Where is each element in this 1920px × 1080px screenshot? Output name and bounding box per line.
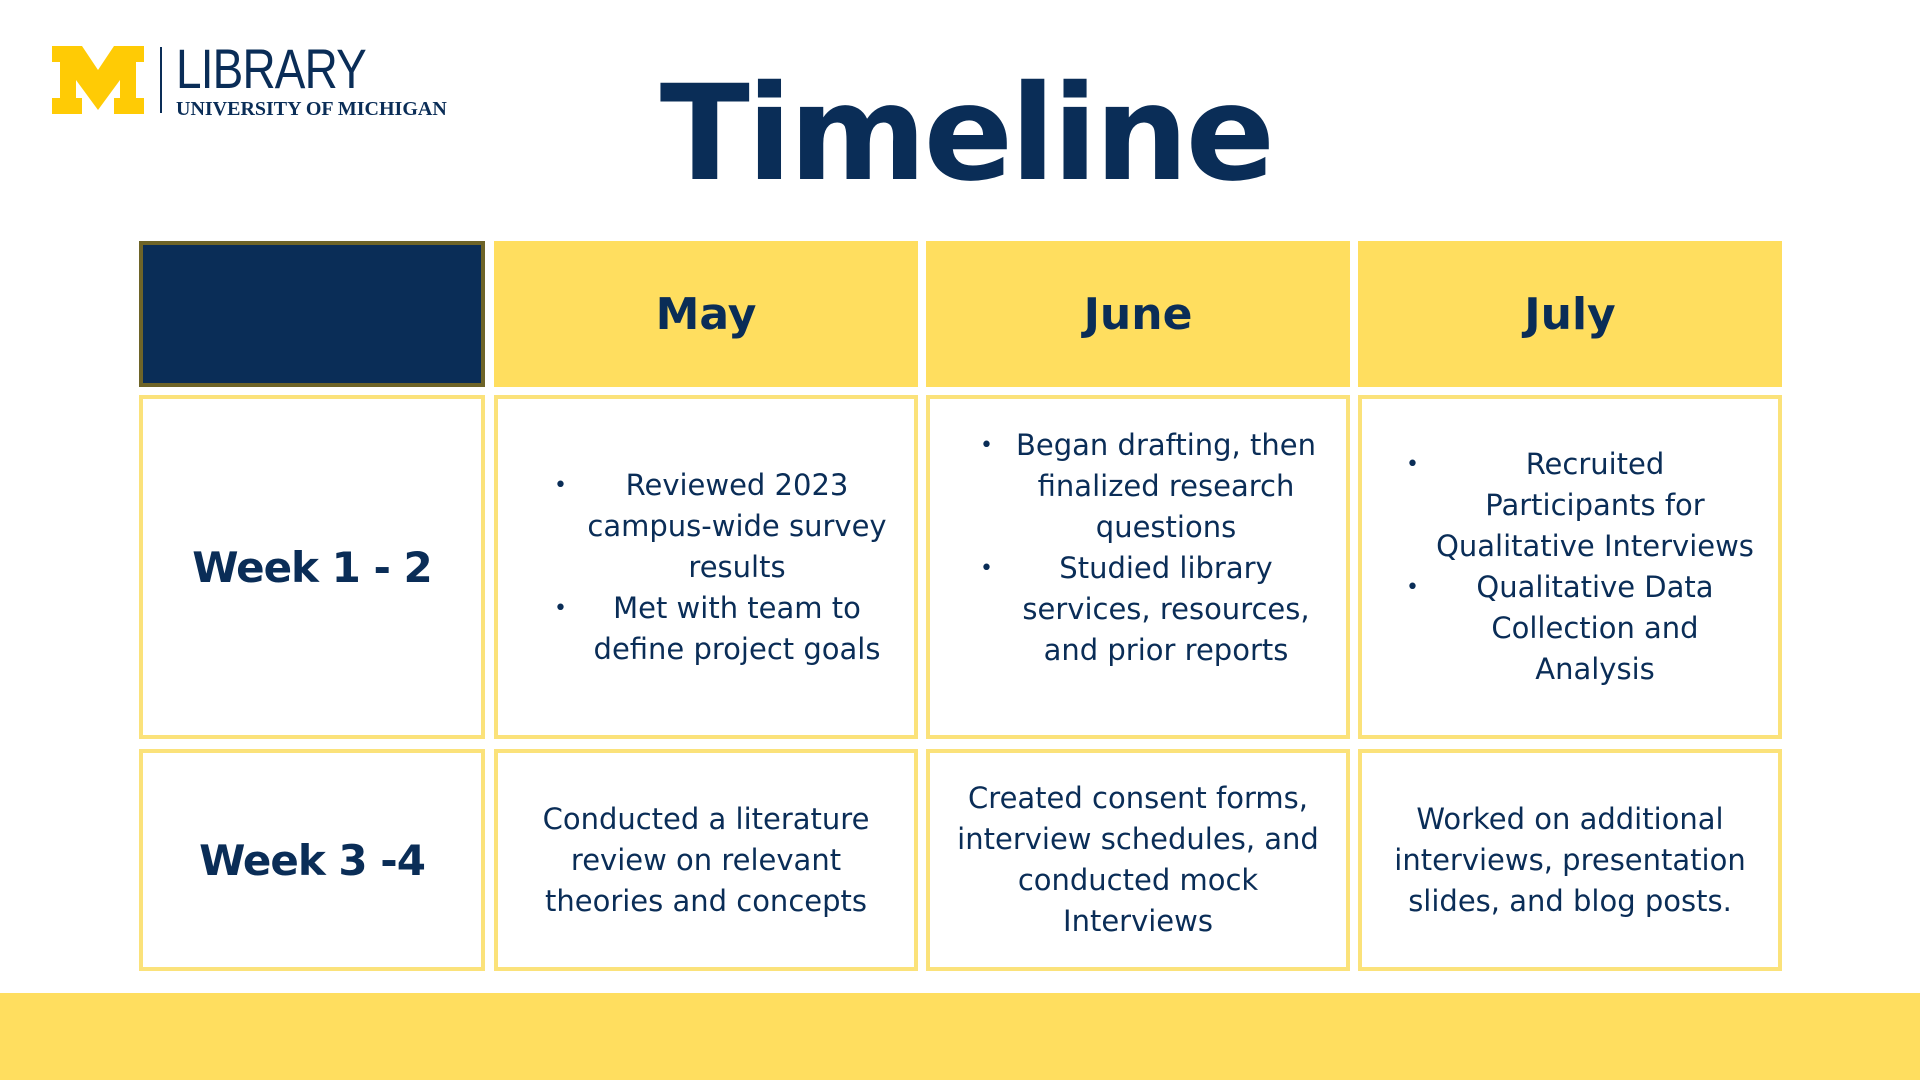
bullet-icon: • [980,556,993,581]
bullet-icon: • [1406,575,1419,600]
cell-july-week-3-4 [1358,749,1782,971]
month-header-may: May [494,241,918,387]
row-label-week-1-2 [139,395,485,739]
row-label-week-3-4 [139,749,485,971]
list-item [1406,444,1754,567]
list-item-text: Met with team to define project goals [593,590,881,666]
row-label-text: Week 1 - 2 [192,542,432,592]
month-header-june: June [926,241,1350,387]
cell-may-week-3-4 [494,749,918,971]
page-title: Timeline [659,57,1273,211]
footer-bar [0,993,1920,1080]
bullet-icon: • [554,472,567,498]
list-item-text: Reviewed 2023 campus-wide survey results [587,467,887,584]
cell-july-week-1-2 [1358,395,1782,739]
list-item [1406,567,1754,690]
logo-library-text: LIBRARY [176,37,366,100]
list-item-text: Recruited Participants for Qualitative Interviews [1436,447,1754,563]
list-item [980,425,1322,548]
list-item-text: Studied library services, resources, and prior reports [1022,551,1310,667]
list-item [554,465,890,588]
cell-text: Conducted a literature review on relevant theories and concepts [542,801,870,918]
list-item [554,588,890,670]
table-corner-cell [139,241,485,387]
cell-june-week-3-4 [926,749,1350,971]
cell-text: Created consent forms, interview schedules, and conducted mock Interviews [957,781,1319,938]
month-header-july: July [1358,241,1782,387]
list-item-text: Began drafting, then finalized research questions [1016,428,1316,544]
bullet-icon: • [554,595,567,621]
cell-may-week-1-2 [494,395,918,739]
list-item [980,548,1322,671]
bullet-icon: • [1406,452,1419,477]
cell-text: Worked on additional interviews, presentation slides, and blog posts. [1394,801,1746,918]
cell-june-week-1-2 [926,395,1350,739]
list-item-text: Qualitative Data Collection and Analysis [1476,570,1714,686]
logo-university-text: UNIVERSITY OF MICHIGAN [176,98,447,120]
row-label-text: Week 3 -4 [199,835,425,885]
bullet-icon: • [980,433,993,458]
